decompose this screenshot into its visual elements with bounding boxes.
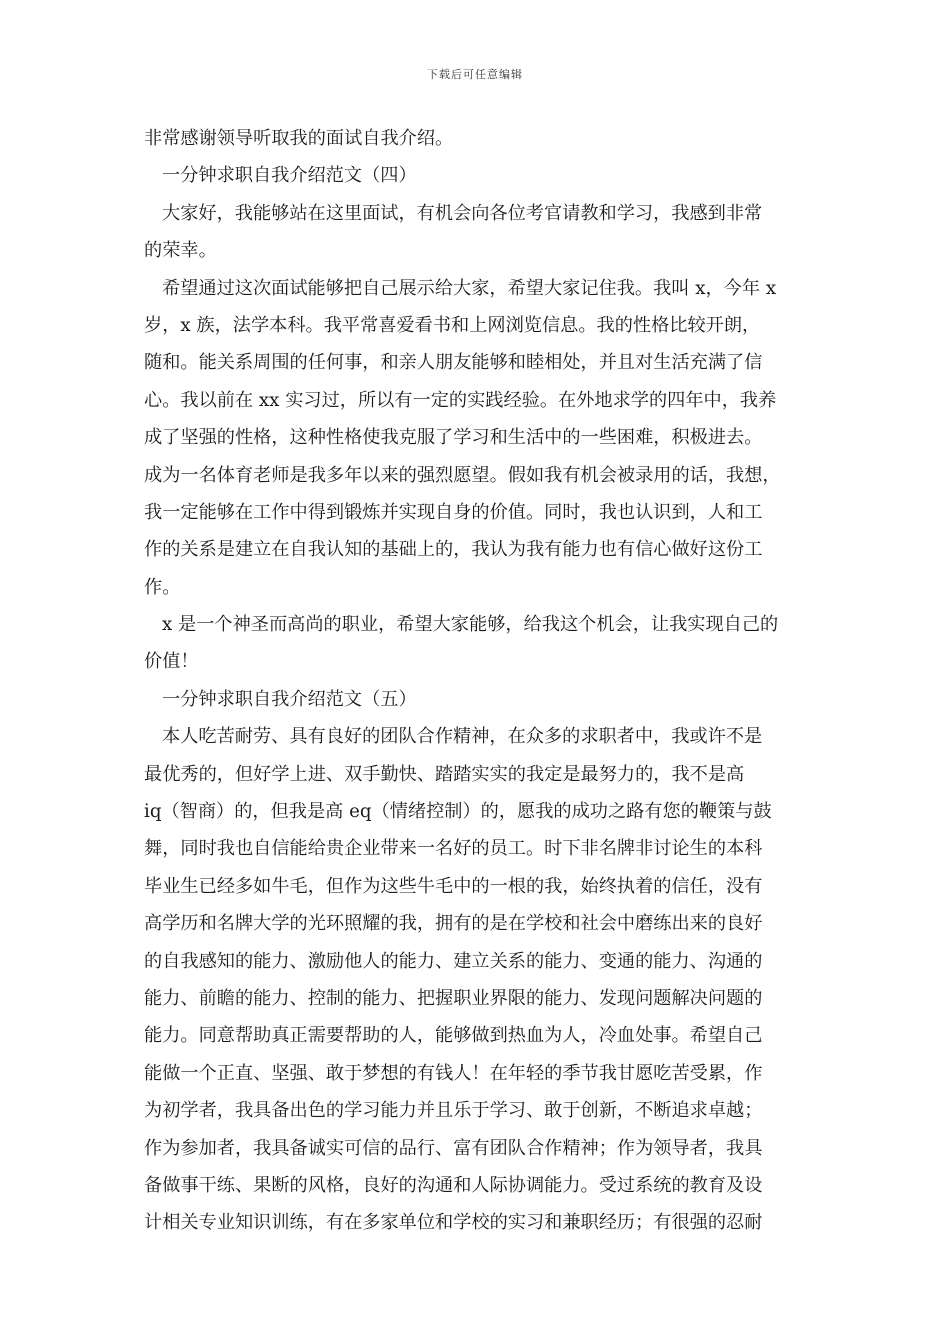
text-line: 作。 [144,576,181,598]
text-line: 大家好，我能够站在这里面试，有机会向各位考官请教和学习，我感到非常 [162,202,763,224]
page-header-note: 下载后可任意编辑 [427,68,523,81]
text-line: 最优秀的，但好学上进、双手勤快、踏踏实实的我定是最努力的，我不是高 [144,763,745,785]
text-line: 备做事干练、果断的风格，良好的沟通和人际协调能力。受过系统的教育及设 [144,1174,763,1196]
text-line: 岁，x 族，法学本科。我平常喜爱看书和上网浏览信息。我的性格比较开朗， [144,314,761,336]
text-line: 成为一名体育老师是我多年以来的强烈愿望。假如我有机会被录用的话，我想， [144,464,781,486]
text-line: 本人吃苦耐劳、具有良好的团队合作精神，在众多的求职者中，我或许不是 [162,726,763,748]
text-line: 作的关系是建立在自我认知的基础上的，我认为我有能力也有信心做好这份工 [144,539,763,561]
text-line: 一分钟求职自我介绍范文（四） [162,165,417,187]
text-line: 舞，同时我也自信能给贵企业带来一名好的员工。时下非名牌非讨论生的本科 [144,838,763,860]
text-line: x 是一个神圣而高尚的职业，希望大家能够，给我这个机会，让我实现自己的 [162,614,779,636]
text-line: 作为参加者，我具备诚实可信的品行、富有团队合作精神；作为领导者，我具 [144,1137,763,1159]
text-line: 的自我感知的能力、激励他人的能力、建立关系的能力、变通的能力、沟通的 [144,950,763,972]
text-line: 为初学者，我具备出色的学习能力并且乐于学习、敢于创新，不断追求卓越； [144,1100,763,1122]
text-line: 成了坚强的性格，这种性格使我克服了学习和生活中的一些困难，积极进去。 [144,427,763,449]
text-line: 能力。同意帮助真正需要帮助的人，能够做到热血为人，冷血处事。希望自己 [144,1025,763,1047]
text-line: 我一定能够在工作中得到锻炼并实现自身的价值。同时，我也认识到，人和工 [144,501,763,523]
document-body [144,120,812,1242]
text-line: 非常感谢领导听取我的面试自我介绍。 [144,128,454,149]
text-line: 能做一个正直、坚强、敢于梦想的有钱人！在年轻的季节我甘愿吃苦受累，作 [144,1062,763,1084]
text-line: 希望通过这次面试能够把自己展示给大家，希望大家记住我。我叫 x，今年 x [162,277,777,299]
text-line: 心。我以前在 xx 实习过，所以有一定的实践经验。在外地求学的四年中，我养 [144,389,777,411]
text-line: 高学历和名牌大学的光环照耀的我，拥有的是在学校和社会中磨练出来的良好 [144,913,763,935]
text-line: iq（智商）的，但我是高 eq（情绪控制）的，愿我的成功之路有您的鞭策与鼓 [144,801,772,823]
text-line: 能力、前瞻的能力、控制的能力、把握职业界限的能力、发现问题解决问题的 [144,987,763,1009]
text-line: 的荣幸。 [144,240,217,262]
text-line: 价值！ [144,651,199,673]
text-line: 计相关专业知识训练，有在多家单位和学校的实习和兼职经历；有很强的忍耐 [144,1212,763,1234]
text-line: 毕业生已经多如牛毛，但作为这些牛毛中的一根的我，始终执着的信任，没有 [144,875,763,897]
text-line: 一分钟求职自我介绍范文（五） [162,688,417,710]
text-line: 随和。能关系周围的任何事，和亲人朋友能够和睦相处，并且对生活充满了信 [144,352,763,374]
